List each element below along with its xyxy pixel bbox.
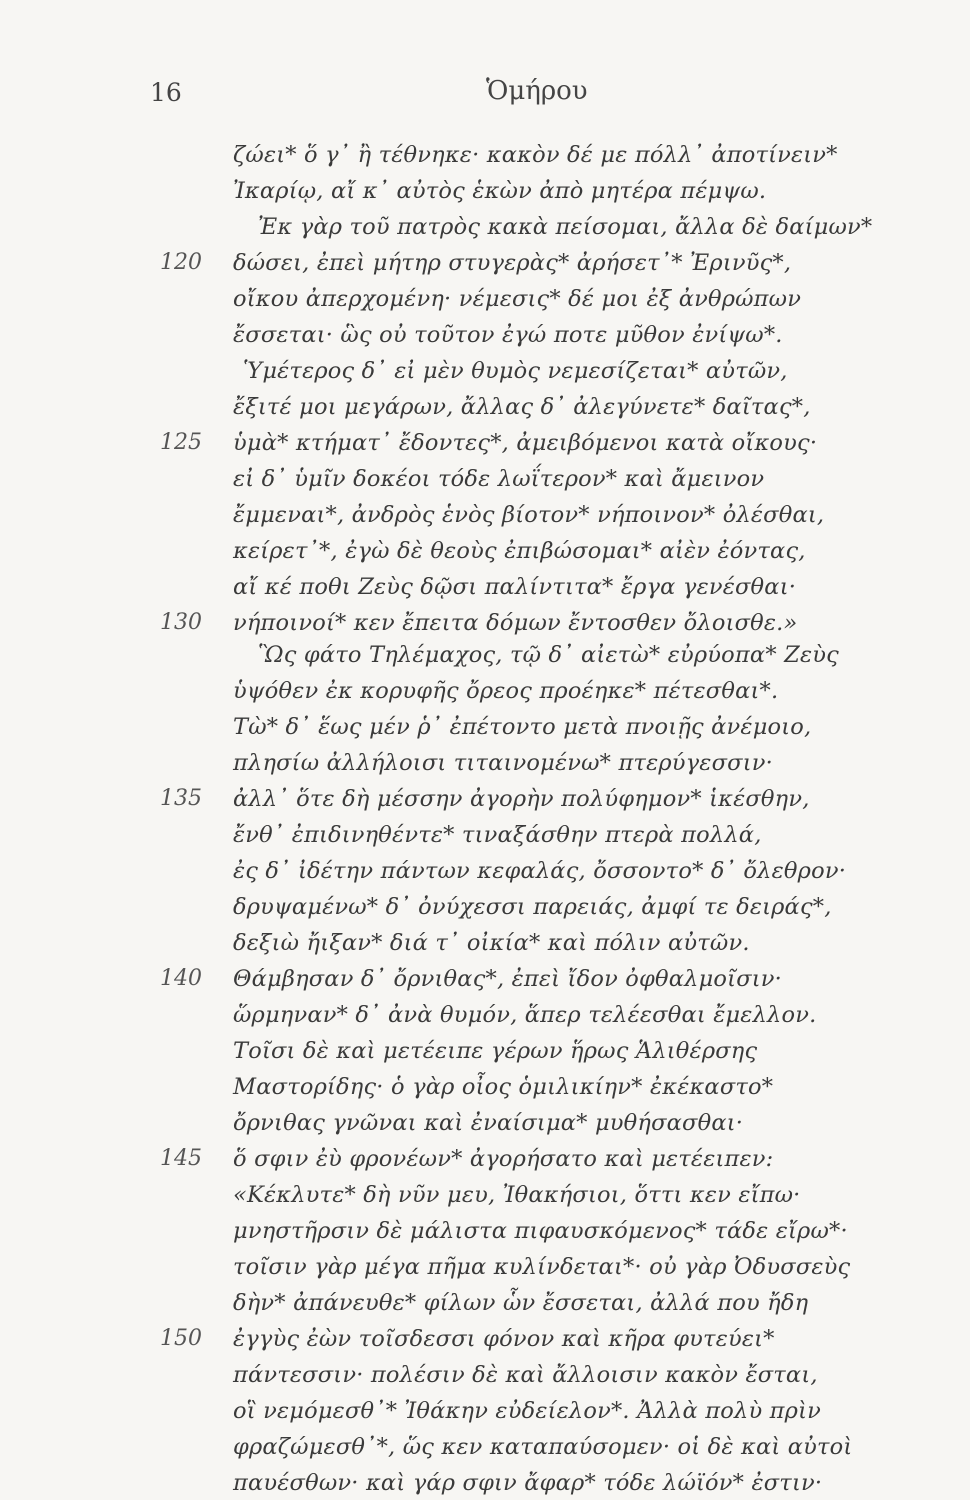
line-number: 120 (160, 250, 202, 275)
line-number: 130 (160, 610, 202, 635)
verse-line: ἔμμεναι*, ἀνδρὸς ἑνὸς βίοτον* νήποινον* ὀλέσθαι, (233, 502, 825, 528)
verse-line: ἔξιτέ μοι μεγάρων, ἄλλας δ᾽ ἀλεγύνετε* δαῖτας*, (233, 394, 811, 420)
verse-line: πάντεσσιν· πολέσιν δὲ καὶ ἄλλοισιν κακὸν ἔσται, (233, 1362, 818, 1388)
line-number: 125 (160, 430, 202, 455)
verse-line: Ἐκ γὰρ τοῦ πατρὸς κακὰ πείσομαι, ἄλλα δὲ δαίμων* (258, 214, 873, 240)
verse-line: Θάμβησαν δ᾽ ὄρνιθας*, ἐπεὶ ἴδον ὀφθαλμοῖσιν· (233, 966, 783, 992)
verse-line: Τοῖσι δὲ καὶ μετέειπε γέρων ἥρως Ἁλιθέρσης (233, 1038, 758, 1064)
verse-line: πλησίω ἀλλήλοισι τιταινομένω* πτερύγεσσιν· (233, 750, 773, 776)
verse-line: Μαστορίδης· ὁ γὰρ οἶος ὁμιλικίην* ἐκέκαστο* (233, 1074, 774, 1100)
running-head: Ὁμήρου (486, 76, 588, 106)
verse-line: Ἰκαρίῳ, αἴ κ᾽ αὐτὸς ἑκὼν ἀπὸ μητέρα πέμψω. (233, 178, 767, 204)
line-number: 140 (160, 966, 202, 991)
verse-line: Ὑμέτερος δ᾽ εἰ μὲν θυμὸς νεμεσίζεται* αὐτῶν, (243, 358, 788, 384)
verse-line: νήποινοί* κεν ἔπειτα δόμων ἔντοσθεν ὄλοισθε.» (233, 610, 798, 636)
verse-line: παυέσθων· καὶ γάρ σφιν ἄφαρ* τόδε λώϊόν* ἐστιν· (233, 1470, 823, 1496)
verse-line: «Κέκλυτε* δὴ νῦν μευ, Ἰθακήσιοι, ὅττι κεν εἴπω· (233, 1182, 801, 1208)
line-number: 145 (160, 1146, 202, 1171)
verse-line: ὄρνιθας γνῶναι καὶ ἐναίσιμα* μυθήσασθαι· (233, 1110, 744, 1136)
verse-line: οἴκου ἀπερχομένη· νέμεσις* δέ μοι ἐξ ἀνθρώπων (233, 286, 802, 312)
verse-line: οἳ νεμόμεσθ᾽* Ἰθάκην εὐδείελον*. Ἀλλὰ πολὺ πρὶν (233, 1398, 821, 1424)
line-number: 135 (160, 786, 202, 811)
line-number: 150 (160, 1326, 202, 1351)
verse-line: ζώει* ὅ γ᾽ ἢ τέθνηκε· κακὸν δέ με πόλλ᾽ ἀποτίνειν* (233, 142, 838, 168)
verse-line: κείρετ᾽*, ἐγὼ δὲ θεοὺς ἐπιβώσομαι* αἰὲν ἐόντας, (233, 538, 806, 564)
verse-line: Ὣς φάτο Τηλέμαχος, τῷ δ᾽ αἰετὼ* εὐρύοπα* Ζεὺς (258, 642, 839, 668)
verse-line: εἰ δ᾽ ὑμῖν δοκέοι τόδε λωΐτερον* καὶ ἄμεινον (233, 466, 765, 492)
verse-line: ὑμὰ* κτήματ᾽ ἔδοντες*, ἀμειβόμενοι κατὰ οἴκους· (233, 430, 818, 456)
verse-line: Τὼ* δ᾽ ἕως μέν ῥ᾽ ἐπέτοντο μετὰ πνοιῇς ἀνέμοιο, (233, 714, 812, 740)
verse-line: φραζώμεσθ᾽*, ὥς κεν καταπαύσομεν· οἱ δὲ καὶ αὐτοὶ (233, 1434, 853, 1460)
verse-line: ἀλλ᾽ ὅτε δὴ μέσσην ἀγορὴν πολύφημον* ἱκέσθην, (233, 786, 810, 812)
verse-line: ἐς δ᾽ ἰδέτην πάντων κεφαλάς, ὄσσοντο* δ᾽ ὄλεθρον· (233, 858, 847, 884)
verse-line: δρυψαμένω* δ᾽ ὀνύχεσσι παρειάς, ἀμφί τε δειράς*, (233, 894, 832, 920)
verse-line: μνηστῆρσιν δὲ μάλιστα πιφαυσκόμενος* τάδε εἴρω*· (233, 1218, 848, 1244)
verse-line: δώσει, ἐπεὶ μήτηρ στυγερὰς* ἀρήσετ᾽* Ἐρινῦς*, (233, 250, 792, 276)
verse-line: δεξιὼ ἤιξαν* διά τ᾽ οἰκία* καὶ πόλιν αὐτῶν. (233, 930, 750, 956)
verse-line: ὅ σφιν ἐὺ φρονέων* ἀγορήσατο καὶ μετέειπεν: (233, 1146, 774, 1172)
verse-line: ἔσσεται· ὣς οὐ τοῦτον ἐγώ ποτε μῦθον ἐνίψω*. (233, 322, 783, 348)
verse-line: τοῖσιν γὰρ μέγα πῆμα κυλίνδεται*· οὐ γὰρ Ὀδυσσεὺς (233, 1254, 851, 1280)
verse-line: ὑψόθεν ἐκ κορυφῆς ὄρεος προέηκε* πέτεσθαι*. (233, 678, 779, 704)
verse-line: ἔνθ᾽ ἐπιδινηθέντε* τιναξάσθην πτερὰ πολλά, (233, 822, 762, 848)
verse-line: αἴ κέ ποθι Ζεὺς δῷσι παλίντιτα* ἔργα γενέσθαι· (233, 574, 797, 600)
verse-line: δὴν* ἀπάνευθε* φίλων ὧν ἔσσεται, ἀλλά που ἤδη (233, 1290, 809, 1316)
verse-line: ὥρμηναν* δ᾽ ἀνὰ θυμόν, ἅπερ τελέεσθαι ἔμελλον. (233, 1002, 817, 1028)
verse-line: ἐγγὺς ἐὼν τοῖσδεσσι φόνον καὶ κῆρα φυτεύει* (233, 1326, 775, 1352)
page-number: 16 (150, 78, 182, 107)
